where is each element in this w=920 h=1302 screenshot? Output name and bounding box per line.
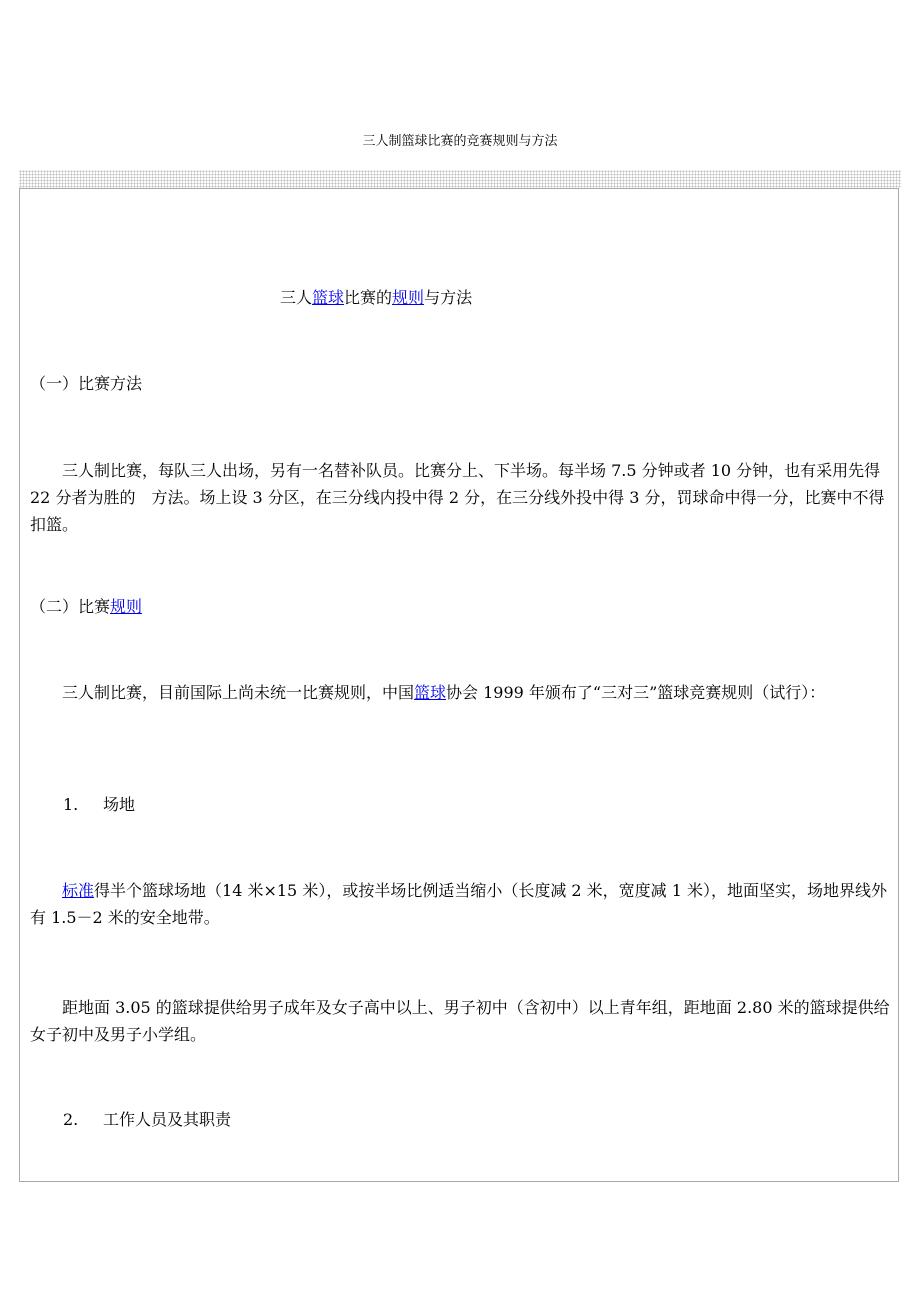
section-heading-rules-link[interactable]: 规则	[110, 597, 143, 616]
section-heading-rules	[30, 596, 142, 618]
title-link-basketball[interactable]: 篮球	[312, 288, 345, 307]
rules-paragraph-text1: 三人制比赛，目前国际上尚未统一比赛规则，中国	[62, 683, 415, 702]
court-paragraph-hoop-height: 距地面 3.05 的篮球提供给男子成年及女子高中以上、男子初中（含初中）以上青年组，距地面 2.80 米的篮球提供给女子初中及男子小学组。	[30, 998, 890, 1044]
section-heading-methods: （一）比赛方法	[30, 374, 143, 393]
court-paragraph-link-standard[interactable]: 标准	[62, 881, 95, 900]
item-heading-staff	[63, 1109, 231, 1131]
item-number-1: 1.	[63, 795, 79, 814]
title-text-part2: 比赛的	[344, 288, 393, 307]
section-paragraph-rules	[30, 679, 892, 706]
court-paragraph-text: 得半个篮球场地（14 米×15 米），或按半场比例适当缩小（长度减 2 米，宽度减 1 米），地面坚实，场地界线外有 1.5－2 米的安全地带。	[30, 881, 888, 927]
title-text-part3: 与方法	[424, 288, 473, 307]
item-heading-court	[63, 794, 135, 816]
item-number-2: 2.	[63, 1110, 79, 1129]
dotted-separator-bar	[19, 170, 901, 188]
rules-paragraph-link-basketball[interactable]: 篮球	[414, 683, 447, 702]
court-paragraph-standard	[30, 877, 892, 931]
page-running-title: 三人制篮球比赛的竞赛规则与方法	[362, 134, 558, 149]
rules-paragraph-text2: 协会 1999 年颁布了“三对三”篮球竞赛规则（试行）：	[446, 683, 826, 702]
item-label-staff: 工作人员及其职责	[103, 1110, 232, 1129]
title-text-part1: 三人	[280, 288, 313, 307]
section-heading-rules-text: （二）比赛	[30, 597, 111, 616]
item-label-court: 场地	[103, 795, 136, 814]
title-link-rules[interactable]: 规则	[392, 288, 425, 307]
article-title	[280, 287, 472, 309]
section-paragraph-methods: 三人制比赛，每队三人出场，另有一名替补队员。比赛分上、下半场。每半场 7.5 分钟或者 10 分钟，也有采用先得 22 分者为胜的 方法。场上设 3 分区，在三分线内投中得 2 分，在三分线外投中得 3 分，罚球命中得一分，比赛中不得扣篮。	[30, 461, 885, 534]
